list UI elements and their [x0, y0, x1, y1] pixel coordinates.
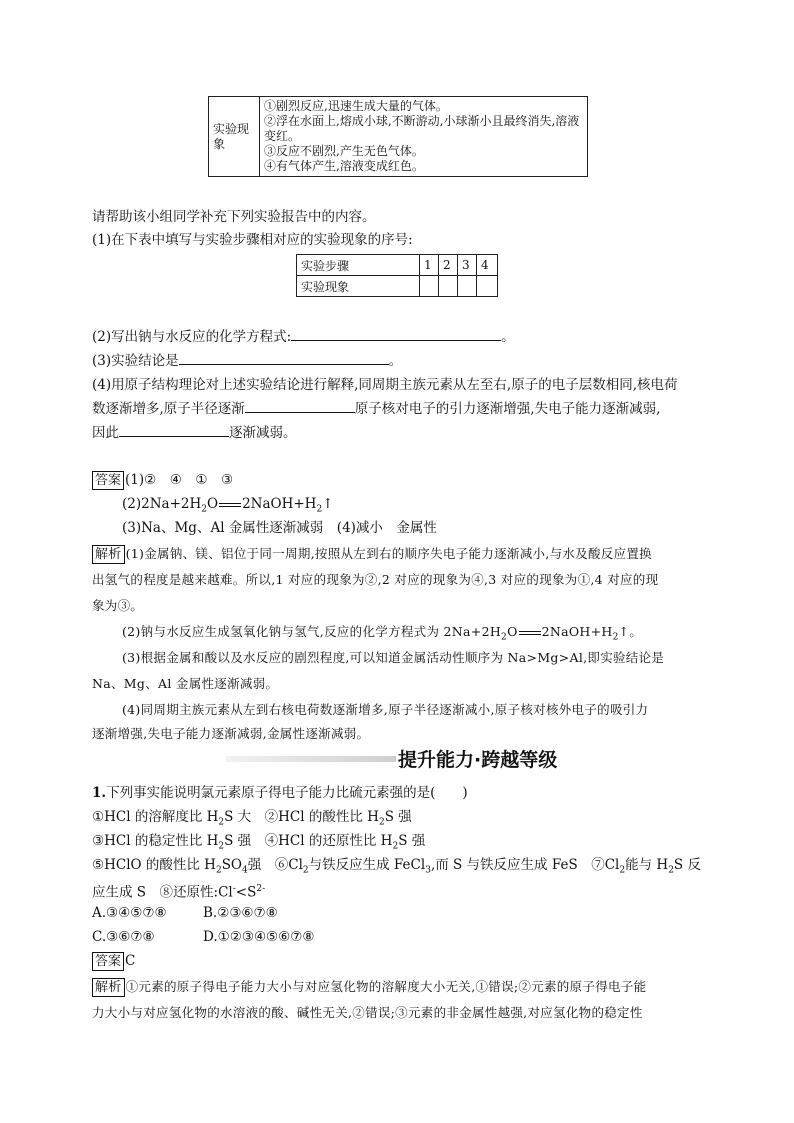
section-title: 提升能力·跨越等级	[398, 749, 558, 771]
observation-line: ④有气体产生,溶液变成红色。	[264, 159, 424, 173]
step-number: 4	[477, 255, 498, 276]
observation-line: ③反应不剧烈,产生无色气体。	[264, 144, 424, 158]
explanation-p3-cont: Na、Mg、Al 金属性逐渐减弱。	[92, 676, 279, 691]
observation-label: 实验现象	[209, 97, 260, 177]
explanation-p4-cont: 逐渐增强,失电子能力逐渐减弱,金属性逐渐减弱。	[92, 726, 370, 741]
answer-cell[interactable]	[439, 276, 458, 297]
explanation-p1: 解析 (1)金属钠、镁、铝位于同一周期,按照从左到右的顺序失电子能力逐渐减小,与水及酸反应置换	[92, 541, 652, 567]
choice-a[interactable]: A.③④⑤⑦⑧	[92, 905, 167, 921]
answer-line-1: 答案 (1)② ④ ① ③	[92, 469, 233, 492]
phenomenon-row-label: 实验现象	[297, 276, 420, 297]
answer-tag: 答案	[92, 471, 124, 490]
answer-blank[interactable]	[291, 326, 501, 341]
answer-tag: 答案	[92, 952, 124, 971]
choice-b[interactable]: B.②③⑥⑦⑧	[203, 905, 278, 921]
explanation-p1-end: 象为③。	[92, 598, 144, 613]
answer-blank[interactable]	[245, 398, 355, 413]
explanation-p4: (4)同周期主族元素从左到右核电荷数逐渐增多,原子半径逐渐减小,原子核对核外电子的吸引力	[122, 702, 649, 717]
observation-line: 变红。	[264, 129, 301, 143]
intro-text: 请帮助该小组同学补充下列实验报告中的内容。	[92, 209, 376, 225]
observation-line: ②浮在水面上,熔成小球,不断游动,小球渐小且最终消失,溶液	[264, 114, 580, 128]
question-4-line1: (4)用原子结构理论对上述实验结论进行解释,同周期主族元素从左至右,原子的电子层数相同,核电荷	[92, 377, 678, 393]
q1-options-line1: ①HCl 的溶解度比 $H_2S$ 大 ②HCl 的酸性比 $H_2S$ 强	[92, 809, 412, 828]
observation-table	[208, 96, 588, 177]
answer-cell[interactable]	[477, 276, 498, 297]
step-number: 1	[420, 255, 439, 276]
step-number: 3	[458, 255, 477, 276]
question-4-line3: 因此 逐渐减弱。	[92, 422, 297, 445]
question-3: (3)实验结论是 。	[92, 350, 402, 373]
explanation-p3: (3)根据金属和酸以及水反应的剧烈程度,可以知道金属活动性顺序为 Na>Mg>Al,即实验结论是	[122, 650, 665, 665]
answer-cell[interactable]	[458, 276, 477, 297]
q1-answer: 答案 C	[92, 950, 135, 973]
q1-explanation-line2: 力大小与对应氢化物的水溶液的酸、碱性无关,②错误;③元素的非金属性越强,对应氢化物的稳定性	[92, 1005, 643, 1020]
answer-line-2: $(2)2Na+2H_2O$ $2NaOH+H_2↑$	[122, 496, 334, 515]
explanation-p2: (2)钠与水反应生成氢氧化钠与氢气,反应的化学方程式为 $2Na+2H_2O$ $2NaOH+H_2↑$。	[122, 624, 643, 643]
equation-arrow	[219, 503, 241, 507]
q1-options-line3: ⑤HClO 的酸性比 $H_2SO_4$强 $⑥Cl_2$与铁反应生成 FeCl$_3$,而 S 与铁反应生成 FeS $⑦Cl_2$能与 $H_2S$ 反	[92, 857, 701, 876]
q1-explanation-line1: 解析 ①元素的原子得电子能力大小与对应氢化物的溶解度大小无关,①错误;②元素的原子得电子能	[92, 974, 646, 1000]
q1-options-line4: 应生成 S ⑧还原性$:Cl^-<S^{2-}$	[92, 884, 266, 901]
step-number: 2	[439, 255, 458, 276]
choice-c[interactable]: C.③⑥⑦⑧	[92, 929, 155, 945]
explanation-tag: 解析	[92, 978, 125, 997]
q1-options-line2: ③HCl 的稳定性比 $H_2S$ 强 ④HCl 的还原性比 $H_2S$ 强	[92, 833, 426, 852]
question-4-line2: 数逐渐增多,原子半径逐渐 原子核对电子的引力逐渐增强,失电子能力逐渐减弱,	[92, 398, 660, 421]
section-title-bar	[226, 756, 396, 762]
answer-blank[interactable]	[119, 422, 229, 437]
answer-line-3: (3)Na、Mg、Al 金属性逐渐减弱 (4)减小 金属性	[122, 520, 437, 536]
explanation-p1-cont: 出氢气的程度是越来越难。所以,1 对应的现象为②,2 对应的现象为④,3 对应的现象为①,4 对应的现	[92, 572, 659, 587]
answer-cell[interactable]	[420, 276, 439, 297]
q1-stem: 1.下列事实能说明氯元素原子得电子能力比硫元素强的是( )	[92, 785, 468, 801]
steps-table	[296, 254, 498, 297]
explanation-tag: 解析	[92, 545, 125, 564]
question-1: (1)在下表中填写与实验步骤相对应的实验现象的序号:	[92, 232, 413, 248]
question-2: (2)写出钠与水反应的化学方程式: 。	[92, 326, 515, 349]
answer-blank[interactable]	[179, 350, 389, 365]
steps-row-label: 实验步骤	[297, 255, 420, 276]
choice-d[interactable]: D.①②③④⑤⑥⑦⑧	[203, 929, 315, 945]
observation-line: ①剧烈反应,迅速生成大量的气体。	[264, 99, 448, 113]
equation-arrow	[519, 631, 541, 635]
